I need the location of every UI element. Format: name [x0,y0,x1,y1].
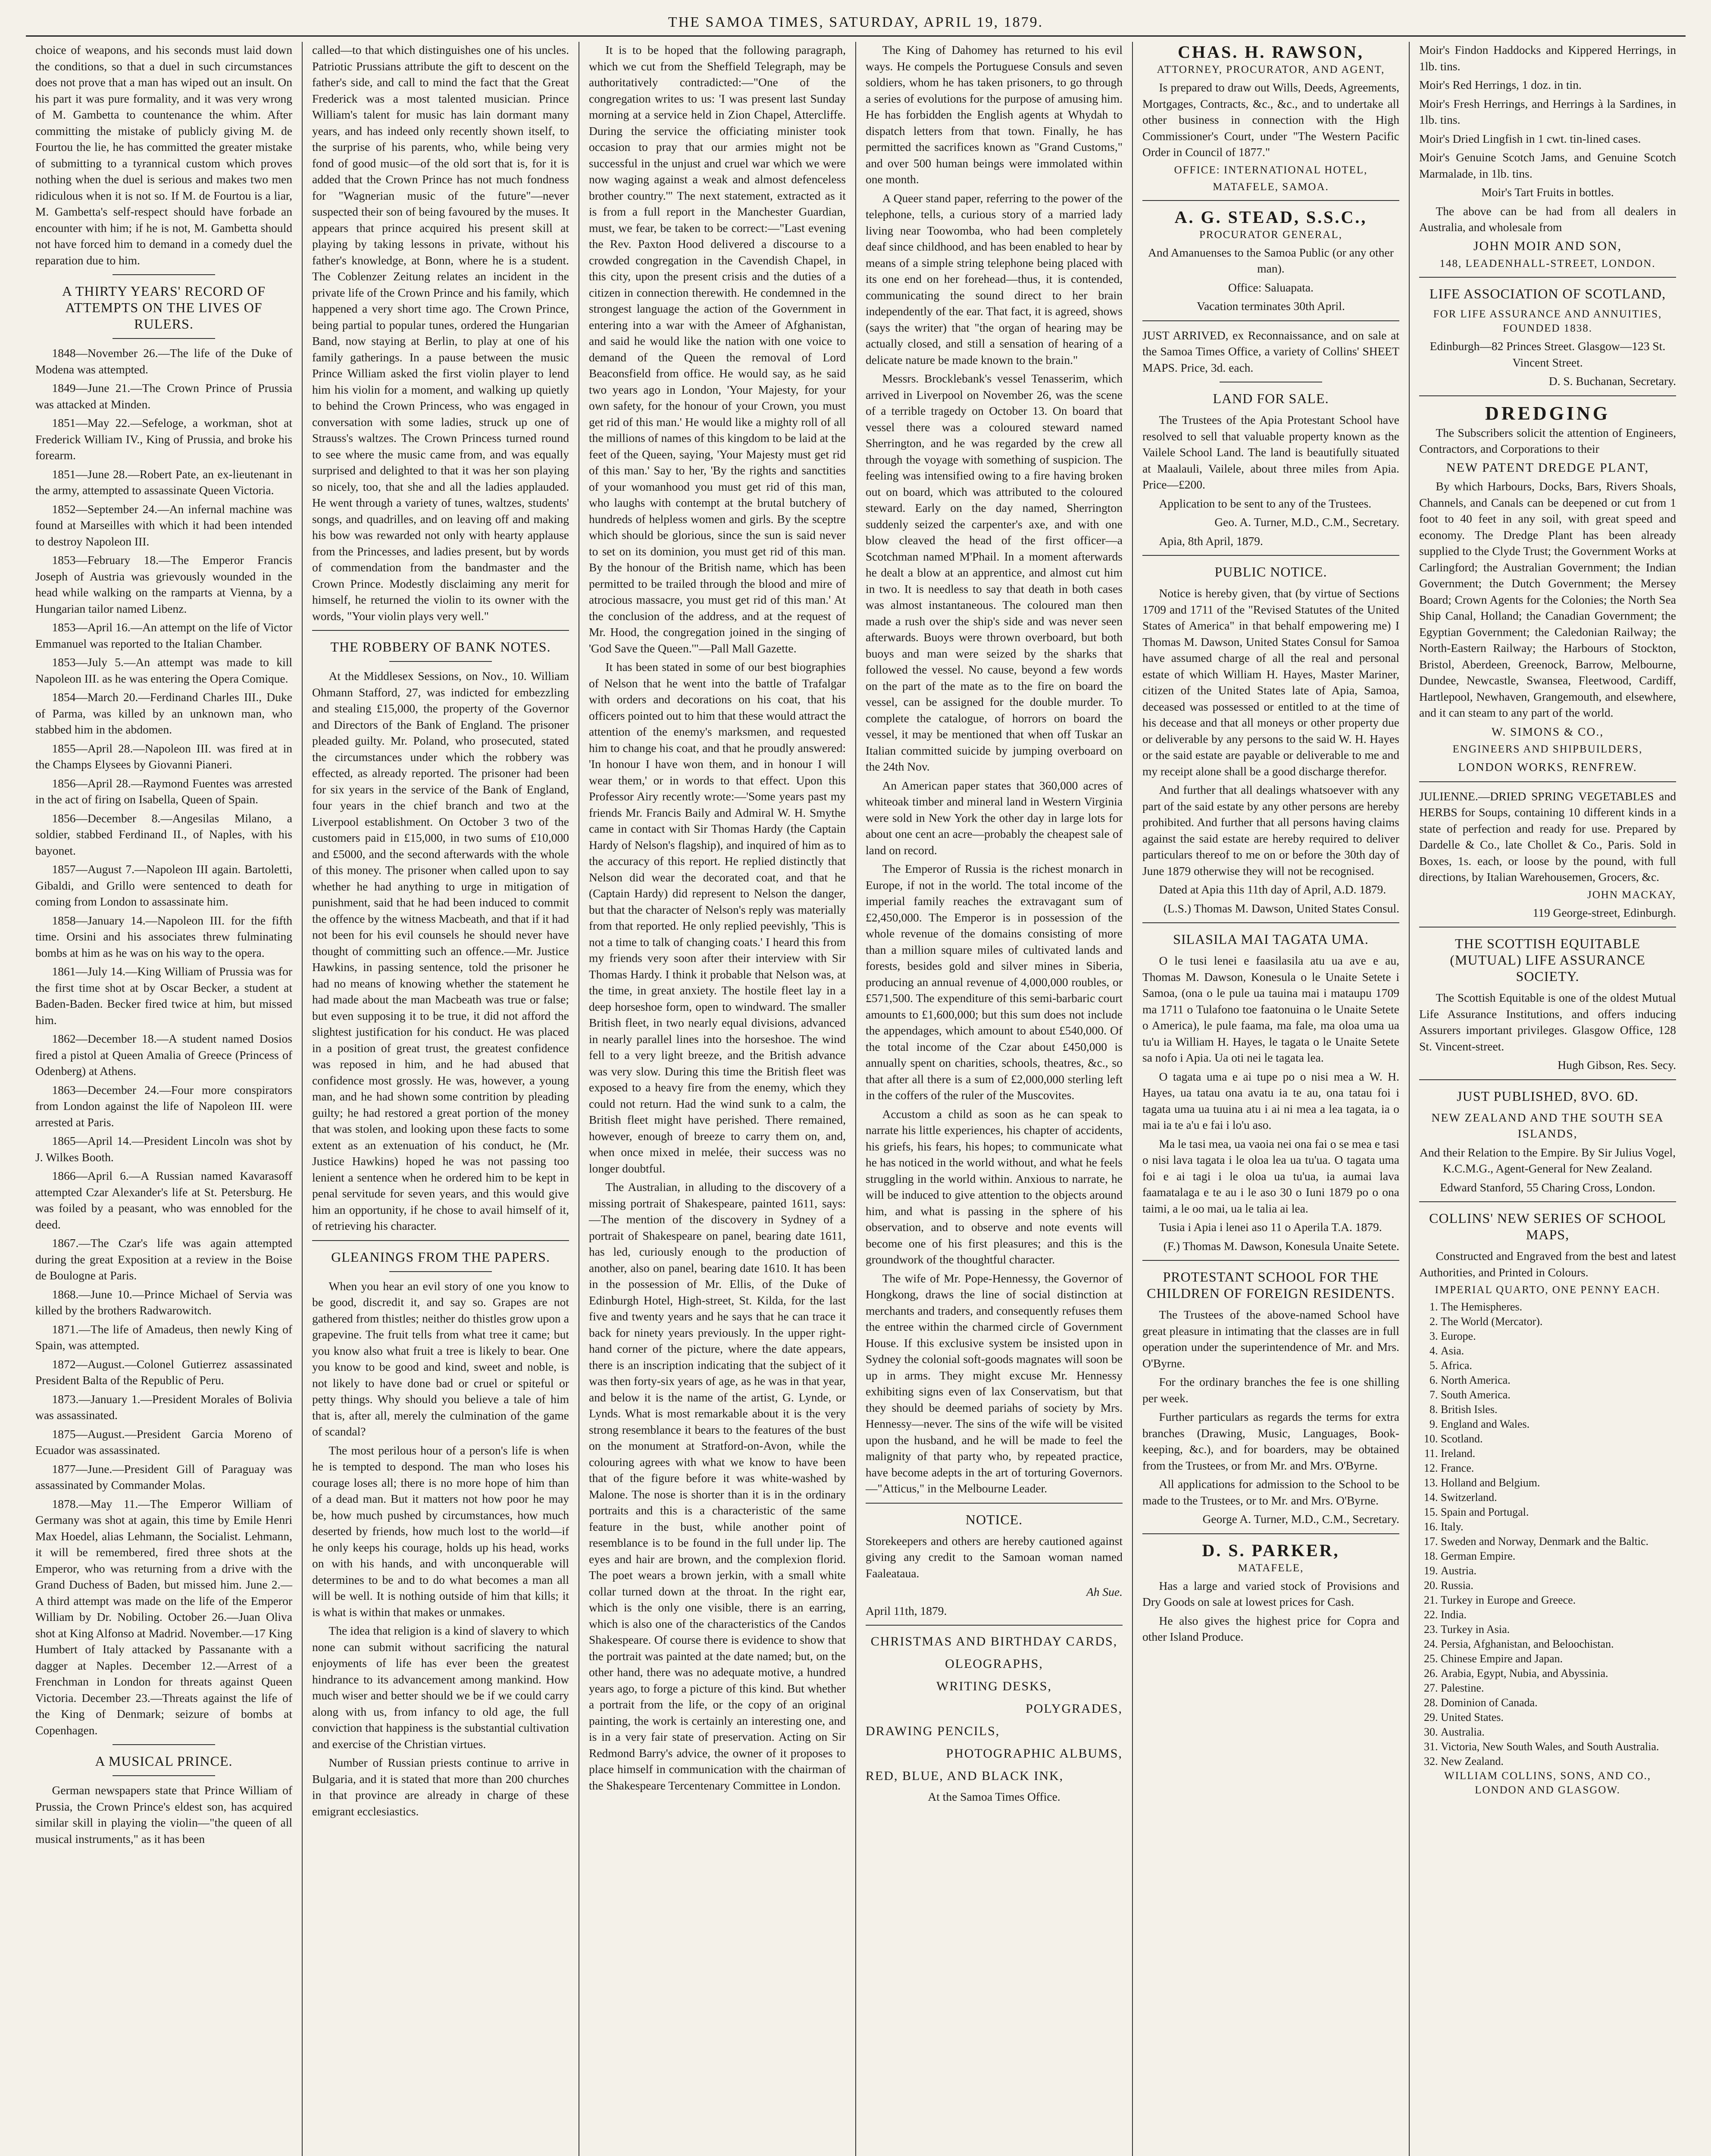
published-publisher: Edward Stanford, 55 Charing Cross, London. [1440,1180,1655,1194]
rulers-entry: 1853—April 16.—An attempt on the life of Victor Emmanuel was reported to the Italian Chamber. [35,620,292,650]
rawson-text: Is prepared to draw out Wills, Deeds, Agreements, Mortgages, Contracts, &c., &c., and to undertake all other business in connection with the High Commissioner's Court, under "The Western Pacific Order in Council of 1877." [1142,81,1399,159]
divider [1419,1079,1676,1080]
list-item: 32. New Zealand. [1441,1754,1676,1769]
rawson-place: MATAFELE, SAMOA. [1213,181,1329,193]
list-item: 29. United States. [1441,1710,1676,1725]
dredging-plant: NEW PATENT DREDGE PLANT, [1446,460,1649,475]
news-paragraph: A Queer stand paper, referring to the power of the telephone, tells, a curious story of a married lady living near Toowomba, who had been completely deaf since childhood, and has been enabled to hear by means of a simple string telephone being placed with its one end on her forehead—thus, it is contended, communicating the sound direct to her brain independently of the ear. That fact, it is agreed, shows (says the writer) that "the organ of hearing may be actually closed, and still a sensation of hearing of a delicate nature be made known to the brain." [866,191,1123,367]
divider [389,1271,492,1272]
list-item: 6. North America. [1441,1373,1676,1388]
list-item: 24. Persia, Afghanistan, and Beloochistan. [1441,1637,1676,1651]
column-1 [26,42,303,2156]
moir-firm: JOHN MOIR AND SON, [1473,238,1622,253]
divider [113,338,215,339]
dredging-text: By which Harbours, Docks, Bars, Rivers Shoals, Channels, and Canals can be deepened or cut from 1 foot to 40 feet in any soil, with great speed and economy. The Dredge Plant has been already supplied to the Clyde Trust; the Government Works at Carlingford; the Australian Government; the Indian Government; the Dutch Government; the Mersey Board; Crown Agents for the Colonies; the North Sea Ship Canal, Holland; the Canadian Government; the Egyptian Government; the Caledonian Railway; the North-Eastern Railway; the Harbours of Stockton, Bristol, Aberdeen, Greenock, Barrow, Melbourne, Dundee, Newcastle, Swansea, Fleetwood, Cardiff, Hartlepool, Newhaven, Grangemouth, and elsewhere, and it can steam to any part of the world. [1419,479,1676,719]
life-association-heading: LIFE ASSOCIATION OF SCOTLAND, [1429,286,1666,301]
list-item: 16. Italy. [1441,1520,1676,1534]
moir-line: Moir's Findon Haddocks and Kippered Herrings, in 1lb. tins. [1419,43,1676,73]
julienne-address: 119 George-street, Edinburgh. [1533,906,1676,919]
list-item: 25. Chinese Empire and Japan. [1441,1651,1676,1666]
rulers-entry: 1865—April 14.—President Lincoln was shot by J. Wilkes Booth. [35,1134,292,1164]
gleanings-paragraph: Number of Russian priests continue to arrive in Bulgaria, and it is stated that more than 200 churches in that province are already in charge of these emigrant ecclesiastics. [312,1756,569,1818]
divider [1419,1201,1676,1202]
columns [26,42,1686,2156]
list-item: 12. France. [1441,1461,1676,1476]
musical-prince-paragraph: German newspapers state that Prince William of Prussia, the Crown Prince's eldest son, has acquired similar skill in playing the violin—"the queen of all musical instruments," as it has been [35,1783,292,1846]
moir-address: 148, LEADENHALL-STREET, LONDON. [1439,258,1656,270]
dredging-address: LONDON WORKS, RENFREW. [1458,760,1637,774]
list-item: 14. Switzerland. [1441,1490,1676,1505]
dredging-heading: DREDGING [1485,402,1611,424]
list-item: 27. Palestine. [1441,1681,1676,1695]
rulers-entry: 1854—March 20.—Ferdinand Charles III., Duke of Parma, was killed by an unknown man, who stabbed him in the abdomen. [35,690,292,736]
robbery-heading: THE ROBBERY OF BANK NOTES. [330,639,551,655]
arrived-ad: JUST ARRIVED, ex Reconnaissance, and on sale at the Samoa Times Office, a variety of Collins' SHEET MAPS. Price, 3d. each. [1142,328,1399,374]
land-date: Apia, 8th April, 1879. [1159,534,1263,548]
stead-name: A. G. STEAD, S.S.C., [1174,207,1367,227]
collins-text: Constructed and Engraved from the best and latest Authorities, and Printed in Colours. [1419,1249,1676,1279]
moir-line: Moir's Tart Fruits in bottles. [1481,185,1614,199]
school-text: For the ordinary branches the fee is one shilling per week. [1142,1375,1399,1405]
rulers-entry: 1868.—June 10.—Prince Michael of Servia was killed by the brothers Radwarowitch. [35,1287,292,1317]
parker-name: D. S. PARKER, [1202,1540,1340,1560]
equitable-signature: Hugh Gibson, Res. Secy. [1558,1058,1676,1072]
rulers-entry: 1862—December 18.—A student named Dosios fired a pistol at Queen Amalia of Greece (Princess of Odenberg) at Athens. [35,1032,292,1078]
divider [1142,1260,1399,1261]
rulers-entry: 1877—June.—President Gill of Paraguay was assassinated by Commander Molas. [35,1462,292,1492]
divider [1419,277,1676,278]
dredging-firm: W. SIMONS & CO., [1491,724,1604,738]
column-4 [856,42,1133,2156]
news-paragraph: Messrs. Brocklebank's vessel Tenasserim, which arrived in Liverpool on November 26, was the scene of a terrible tragedy on October 13. On board that vessel there was a coloured steward named Sherrington, and he was regarded by the crew all through the voyage with something of suspicion. The feeling was intensified owing to a fire having broken out on board, which was attributed to the coloured steward. Early on the day named, Sherrington suddenly seized the carpenter's axe, and with one blow cleaved the head of the first officer—a Scotchman named M'Phail. In a moment afterwards he dealt a blow at an apprentice, and almost cut him in two. It is needless to say that death in both cases was almost instantaneous. The coloured man then made a rush over the ship's side and was never seen afterwards. Buoys were thrown overboard, but both buoys and man were seized by the sharks that followed the vessel. No cause, beyond a few words on the part of the mate as to the fire on board the vessel, can be assigned for the double murder. To complete the catalogue, of horrors on board the vessel, it may be mentioned that when off Tuskar an Italian committed suicide by jumping overboard on the 24th Nov. [866,372,1123,773]
rulers-entry: 1871.—The life of Amadeus, then newly King of Spain, was attempted. [35,1322,292,1352]
published-heading: JUST PUBLISHED, 8VO. 6D. [1457,1088,1639,1104]
rulers-entry: 1875—August.—President Garcia Moreno of Ecuador was assassinated. [35,1427,292,1457]
list-item: 31. Victoria, New South Wales, and South Australia. [1441,1739,1676,1754]
moir-line: Moir's Red Herrings, 1 doz. in tin. [1419,78,1582,91]
public-notice-text: Notice is hereby given, that (by virtue of Sections 1709 and 1711 of the "Revised Statutes of the United States of America" in that behalf empowering me) I Thomas M. Dawson, United States Consul for Samoa have assumed charge of all the real and personal estate of which William H. Hayes, Master Mariner, citizen of the United States late of Apia, Samoa, deceased was possessed or entitled to at the time of his decease and that all moneys or other property due or deliverable by any persons to the said W. H. Hayes or the said estate are payable or deliverable to me and my receipt alone shall be a good discharge therefor. [1142,586,1399,778]
list-item: 23. Turkey in Asia. [1441,1622,1676,1637]
rulers-heading: A THIRTY YEARS' RECORD OF ATTEMPTS ON THE LIVES OF RULERS. [62,283,266,332]
christmas-ad-line: OLEOGRAPHS, [945,1657,1043,1671]
divider [1142,200,1399,201]
christmas-ad-line: CHRISTMAS AND BIRTHDAY CARDS, [870,1634,1118,1648]
list-item: 19. Austria. [1441,1564,1676,1578]
dredging-text: The Subscribers solicit the attention of Engineers, Contractors, and Corporations to their [1419,426,1676,455]
christmas-ad-line: POLYGRADES, [1026,1702,1123,1716]
notice-date: April 11th, 1879. [866,1604,947,1617]
rulers-entry: 1851—May 22.—Sefeloge, a workman, shot at Frederick William IV., King of Prussia, and broke his forearm. [35,416,292,462]
silasila-text: O le tusi lenei e faasilasila atu ua ave e au, Thomas M. Dawson, Konesula o le Unaite Setete i Samoa, (ona o le pule ua tauina mai i mataupu 1709 ma 1711 o Tulafono toe faatonuina o le Unaite Setete o America), le pule faama, ma fale, ma oloa uma ua tu'u ia William H. Hayes, le tagata o le Unaite Setete sa nofo i Apia. Ua oti nei le tagata lea. [1142,954,1399,1064]
silasila-heading: SILASILA MAI TAGATA UMA. [1173,931,1369,947]
news-paragraph: The Emperor of Russia is the richest monarch in Europe, if not in the world. The total income of the imperial family reaches the extravagant sum of £2,450,000. The Emperor is in possession of the whole revenue of the domains consisting of more than a million square miles of cultivated lands and forests, besides gold and silver mines in Siberia, producing an annual revenue of 4,000,000 roubles, or £571,500. The expenditure of this semi-barbaric court amounts to £1,600,000; but this sum does not include the appendages, which amount to about £540,000. Of the total income of the Czar about £450,000 is annually spent on charities, schools, theatres, &c., so that after all there is a sum of £2,000,000 sterling left in the coffers of the ruler of the Muscovites. [866,862,1123,1102]
divider [1142,1533,1399,1534]
list-item: 20. Russia. [1441,1578,1676,1593]
rulers-entry: 1848—November 26.—The life of the Duke of Modena was attempted. [35,346,292,376]
divider [866,1625,1123,1626]
divider [312,1240,569,1241]
list-item: 28. Dominion of Canada. [1441,1695,1676,1710]
rulers-entry: 1853—July 5.—An attempt was made to kill Napoleon III. as he was entering the Opera Comique. [35,655,292,685]
duel-paragraph: choice of weapons, and his seconds must laid down the conditions, so that a duel in such circumstances does not prove that a man has wiped out an insult. On his part it was pure formality, and it was very wrong of M. Gambetta to countenance the whim. After committing the mistake of publicly giving M. de Fourtou the lie, he has committed the greater mistake of submitting to a tyrannical custom which proves nothing when the duel is serious and makes two men ridiculous when it is not so. If M. de Fourtou is a liar, M. Gambetta's self-respect should have forbade an encounter with him; if he is not, M. Gambetta should not have forced him to demand in a comedy duel the reparation due to him. [35,43,292,267]
notice-heading: NOTICE. [965,1511,1023,1527]
published-text: And their Relation to the Empire. By Sir Julius Vogel, K.C.M.G., Agent-General for New Zealand. [1419,1145,1676,1175]
rawson-office: OFFICE: INTERNATIONAL HOTEL, [1174,164,1368,176]
land-text: The Trustees of the Apia Protestant School have resolved to sell that valuable property known as the Vailele School Land. The land is beautifully situated at Maalauli, Vailele, about three miles from Apia. Price—£200. [1142,413,1399,491]
collins-heading: COLLINS' NEW SERIES OF SCHOOL MAPS, [1429,1210,1666,1242]
divider [866,1503,1123,1504]
gleanings-paragraph: The most perilous hour of a person's life is when he is tempted to despond. The man who loses his courage loses all; there is no more hope of him than of a dead man. But it matters not how poor he may be, how much pushed by circumstances, how much deserted by friends, how much lost to the world—if he only keeps his courage, holds up his head, works on with his hands, and with unconquerable will determines to be and to do what becomes a man all will be well. It is nothing outside of him that kills; it is what is within that makes or unmakes. [312,1443,569,1619]
parker-text: Has a large and varied stock of Provisions and Dry Goods on sale at lowest prices for Cash. [1142,1579,1399,1608]
rawson-name: CHAS. H. RAWSON, [1178,42,1364,62]
gleanings-paragraph: The idea that religion is a kind of slavery to which none can submit without sacrificing the natural enjoyments of life has ever been the greatest hindrance to its advancement among mankind. How much wiser and better should we be if we could carry along with us, from infancy to old age, the full conviction that happiness is the substantial cultivation and exercise of the Christian virtues. [312,1624,569,1751]
list-item: 9. England and Wales. [1441,1417,1676,1432]
divider [1419,927,1676,928]
silasila-date: Tusia i Apia i lenei aso 11 o Aperila T.A. 1879. [1159,1220,1382,1234]
public-notice-signature: (L.S.) Thomas M. Dawson, United States Consul. [1163,901,1399,915]
equitable-heading: THE SCOTTISH EQUITABLE (MUTUAL) LIFE ASSURANCE SOCIETY. [1450,936,1645,984]
gleanings-paragraph: When you hear an evil story of one you know to be good, discredit it, and say so. Grapes are not gathered from thistles; neither do thistles grow upon a grapevine. The fruit tells from what tree it came; but you know also what fruit a tree is likely to bear. One you know to be good and kind, sweet and noble, is not likely to have done bad or cruel or spiteful or petty things. Why should you believe a tale of him that is, after all, merely the culmination of the game of scandal? [312,1279,569,1438]
list-item: 13. Holland and Belgium. [1441,1476,1676,1490]
rulers-entry: 1867.—The Czar's life was again attempted during the great Exposition at a review in the Boise de Boulogne at Paris. [35,1236,292,1282]
news-paragraph: The wife of Mr. Pope-Hennessy, the Governor of Hongkong, draws the line of social distinction at merchants and traders, and consequently refuses them the entree within the charmed circle of Government House. If this exclusive system be insisted upon in Sydney the colonial soft-goods magnates will soon be up in arms. They might excuse Mr. Hennessy exhibiting signs even of lax Conservatism, but that they should be deemed pariahs of society by Mrs. Hennessy—never. The sins of the wife will be visited upon the husband, and he will be made to feel the malignity of that party who, by repeated practice, have become adepts in the art of torturing Governors.—"Atticus," in the Melbourne Leader. [866,1271,1123,1495]
public-notice-text: And further that all dealings whatsoever with any part of the said estate by any other persons are hereby prohibited. And further that all persons having claims against the said estate are hereby required to deliver particulars thereof to me on or before the 30th day of June 1879 otherwise they will not be recognised. [1142,783,1399,877]
rulers-entry: 1872—August.—Colonel Gutierrez assassinated President Balta of the Republic of Peru. [35,1357,292,1387]
notice-text: Storekeepers and others are hereby cautioned against giving any credit to the Samoan woman named Faaleataua. [866,1534,1123,1580]
rulers-entry: 1873.—January 1.—President Morales of Bolivia was assassinated. [35,1392,292,1422]
column-6 [1410,42,1686,2156]
christmas-ad-line: DRAWING PENCILS, [866,1724,1000,1738]
divider [113,274,215,275]
school-signature: George A. Turner, M.D., C.M., Secretary. [1202,1512,1399,1526]
collins-map-list [1441,1300,1676,1769]
rulers-entry: 1866—April 6.—A Russian named Kavarasoff attempted Czar Alexander's life at St. Petersburg. He was foiled by a peasant, who was ennobled for the deed. [35,1169,292,1231]
land-heading: LAND FOR SALE. [1213,391,1329,406]
rulers-entry: 1852—September 24.—An infernal machine was found at Marseilles with which it had been intended to destroy Napoleon III. [35,502,292,548]
school-text: Further particulars as regards the terms for extra branches (Drawing, Music, Languages, Book-keeping, &c.), and for boarders, may be obtained from the Trustees, or from Mr. and Mrs. O'Byrne. [1142,1410,1399,1472]
masthead: THE SAMOA TIMES, SATURDAY, APRIL 19, 1879. [26,9,1686,37]
stead-line: Vacation terminates 30th April. [1197,299,1345,313]
rulers-entry: 1858—January 14.—Napoleon III. for the fifth time. Orsini and his associates threw fulminating bombs at him as he was on his way to the opera. [35,913,292,959]
equitable-text: The Scottish Equitable is one of the oldest Mutual Life Assurance Institutions, and offers inducing Assurers important privileges. Glasgow Office, 128 St. Vincent-street. [1419,991,1676,1053]
list-item: 1. The Hemispheres. [1441,1300,1676,1314]
parker-place: MATAFELE, [1238,1562,1304,1574]
collins-signature: WILLIAM COLLINS, SONS, AND CO., LONDON AND GLASGOW. [1444,1770,1652,1796]
rulers-entry: 1856—April 28.—Raymond Fuentes was arrested in the act of firing on Isabella, Queen of Spain. [35,776,292,806]
list-item: 4. Asia. [1441,1344,1676,1358]
gleanings-heading: GLEANINGS FROM THE PAPERS. [331,1249,550,1265]
robbery-paragraph: At the Middlesex Sessions, on Nov., 10. William Ohmann Stafford, 27, was indicted for embezzling and stealing £15,000, the property of the Governor and Directors of the Bank of England. The prisoner pleaded guilty. Mr. Poland, who prosecuted, stated the circumstances under which the robbery was effected, as already reported. The prisoner had been for six years in the service of the Bank of England, four years in the chief branch and two at the Liverpool establishment. On October 3 two of the customers paid in £15,000, in two sums of £10,000 and £5000, and the second afterwards with the whole of this money. The prisoner when called upon to say whether he had anything to urge in mitigation of punishment, said that he had been induced to commit the offence by the witness Macbeath, and that if it had not been for his evil counsels he should never have thought of committing such an offence.—Mr. Justice Hawkins, in passing sentence, told the prisoner he had no means of knowing whether the statement he had made about the man Macbeath was true or false; but even supposing it to be true, it did not afford the slightest justification for his conduct. He was placed in a position of great trust, the greatest confidence was reposed in him, and he had abused that confidence most grossly. He was, however, a young man, and he had shown some contrition by pleading guilty; he had restored a great portion of the money that was stolen, and looking upon these facts to some extent as an extenuation of his conduct, he (Mr. Justice Hawkins) hoped he was not passing too lenient a sentence when he ordered him to be kept in penal servitude for seven years, and this would give him an opportunity, if he chose to avail himself of it, of retrieving his character. [312,669,569,1232]
rulers-entry: 1853—February 18.—The Emperor Francis Joseph of Austria was grievously wounded in the head while walking on the ramparts at Vienna, by a Hungarian tailor named Libenz. [35,553,292,615]
list-item: 22. India. [1441,1608,1676,1622]
life-association-sub: FOR LIFE ASSURANCE AND ANNUITIES, FOUNDED 1838. [1433,308,1662,334]
divider [1419,781,1676,782]
rulers-entry: 1851—June 28.—Robert Pate, an ex-lieutenant in the army, attempted to assassinate Queen Victoria. [35,467,292,497]
news-paragraph: An American paper states that 360,000 acres of whiteoak timber and mineral land in Western Virginia were sold in New York the other day in large lots for about one cent an acre—probably the cheapest sale of land on record. [866,778,1123,857]
published-title: NEW ZEALAND AND THE SOUTH SEA ISLANDS, [1431,1110,1664,1140]
public-notice-heading: PUBLIC NOTICE. [1214,564,1327,580]
land-signature: Geo. A. Turner, M.D., C.M., Secretary. [1214,515,1399,529]
rulers-entry: 1855—April 28.—Napoleon III. was fired at in the Champs Elysees by Giovanni Pianeri. [35,741,292,771]
list-item: 7. South America. [1441,1388,1676,1402]
rulers-entry: 1861—July 14.—King William of Prussia was for the first time shot at by Oscar Becker, a student at Baden-Baden. Becker fired twice at him, but missed him. [35,965,292,1027]
list-item: 5. Africa. [1441,1358,1676,1373]
list-item: 15. Spain and Portugal. [1441,1505,1676,1520]
column-5 [1133,42,1410,2156]
silasila-text: Ma le tasi mea, ua vaoia nei ona fai o se mea e tasi o nisi lava tagata i le oloa lea ua tu'ua. O tagata uma foi e ai tagi i le oloa ua tu'ua, ia aumai lava faamatalaga e te au i le aso 30 o Iuni 1879 po o ona taimi, a le oo mai, ua le talia ai lea. [1142,1137,1399,1215]
list-item: 11. Ireland. [1441,1446,1676,1461]
life-association-signature: D. S. Buchanan, Secretary. [1548,374,1676,388]
parker-text: He also gives the highest price for Copra and other Island Produce. [1142,1614,1399,1643]
moir-line: Moir's Genuine Scotch Jams, and Genuine Scotch Marmalade, in 1lb. tins. [1419,150,1676,180]
list-item: 8. British Isles. [1441,1402,1676,1417]
divider [113,1775,215,1776]
divider [1142,320,1399,321]
list-item: 21. Turkey in Europe and Greece. [1441,1593,1676,1608]
rulers-entry: 1863—December 24.—Four more conspirators from London against the life of Napoleon III. were arrested at Paris. [35,1083,292,1129]
stead-line: PROCURATOR GENERAL, [1199,229,1343,241]
silasila-signature: (F.) Thomas M. Dawson, Konesula Unaite Setete. [1163,1239,1399,1253]
moir-line: Moir's Dried Lingfish in 1 cwt. tin-lined cases. [1419,132,1641,145]
school-text: The Trustees of the above-named School have great pleasure in intimating that the classes are in full operation under the superintendence of Mr. and Mrs. O'Byrne. [1142,1308,1399,1370]
list-item: 10. Scotland. [1441,1432,1676,1446]
rulers-entry: 1857—August 7.—Napoleon III again. Bartoletti, Gibaldi, and Grillo were sentenced to death for coming from London to assassinate him. [35,862,292,908]
stead-line: And Amanuenses to the Samoa Public (or any other man). [1148,245,1394,275]
christmas-ad-line: WRITING DESKS, [936,1679,1052,1693]
newspaper-page [26,9,1686,2156]
moir-note: The above can be had from all dealers in Australia, and wholesale from [1419,204,1676,234]
christmas-ad-line: RED, BLUE, AND BLACK INK, [866,1769,1064,1783]
musical-prince-heading: A MUSICAL PRINCE. [95,1753,233,1769]
divider [113,1744,215,1745]
public-notice-date: Dated at Apia this 11th day of April, A.D. 1879. [1159,883,1386,896]
column-3 [579,42,856,2156]
christmas-ad-line: At the Samoa Times Office. [928,1790,1060,1803]
life-association-address: Edinburgh—82 Princes Street. Glasgow—123 St. Vincent Street. [1429,339,1666,369]
julienne-text: JULIENNE.—DRIED SPRING VEGETABLES and HERBS for Soups, containing 10 different kinds in a state of perfection and ready for use. Prepared by Dardelle & Co., late Chollet & Co., Paris. Sold in Boxes, 1s. each, or loose by the pound, with full directions, by Italian Warehousemen, Grocers, &c. [1419,789,1676,884]
school-heading: PROTESTANT SCHOOL FOR THE CHILDREN OF FOREIGN RESIDENTS. [1147,1269,1395,1301]
land-apply: Application to be sent to any of the Trustees. [1159,496,1372,510]
divider [312,630,569,631]
collins-sub: IMPERIAL QUARTO, ONE PENNY EACH. [1435,1284,1661,1296]
column-2 [303,42,579,2156]
rulers-entry: 1849—June 21.—The Crown Prince of Prussia was attacked at Minden. [35,381,292,411]
divider [1142,922,1399,923]
school-text: All applications for admission to the School to be made to the Trustees, or to Mr. and Mrs. O'Byrne. [1142,1477,1399,1507]
news-paragraph: The King of Dahomey has returned to his evil ways. He compels the Portuguese Consuls and seven soldiers, whom he has taken prisoners, to go through a series of evolutions for the purpose of amusing him. He has forbidden the English agents at Whydah to dispatch letters from that town. Finally, he has permitted the sacrifices known as "Grand Customs," and over 500 human beings were immolated within one month. [866,43,1123,186]
musical-prince-continued: called—to that which distinguishes one of his uncles. Patriotic Prussians attribute the gift to descent on the father's side, and call to mind the fact that the Great Frederick was a most talented musician. Prince William's talent for music has lain dormant many years, and has indeed only recently shown itself, to the surprise of his parents, who, while being very fond of good music—of the old sort that is, for it is added that the Crown Prince has not much fondness for "Wagnerian music of the future"—never suspected their son of being favoured by the muses. It appears that prince acquired his present skill at playing by taking lessons in private, without his father's knowledge, at Bonn, where he is a student. The Coblenzer Zeitung relates an incident in the private life of the Crown Prince and his family, which happened a very short time ago. The Crown Prince, being partial to popular tunes, ordered the Hungarian Band, now staying at Berlin, to play at one of his family gatherings. In a pause between the music Prince William asked the first violin player to lend him his violin for a moment, and walking up quietly to behind the Crown Princess, who was engaged in conversation with some ladies, struck up one of Strauss's waltzes. The Crown Princess turned round to see where the music came from, and was equally surprised and delighted to that it was her son playing so nicely, too, that she and all the ladies applauded. He went through a variety of tunes, waltzes, students' songs, and quadrilles, and on leaving off and making his bow was rewarded not only with hearty applause from the Princesses, and ladies present, but by words of commendation from the bandmaster and the Crown Prince. Modestly disclaiming any merit for himself, he returned the violin to its owner with the words, "Your violin plays very well." [312,43,569,623]
moir-line: Moir's Fresh Herrings, and Herrings à la Sardines, in 1lb. tins. [1419,97,1676,126]
rawson-title: ATTORNEY, PROCURATOR, AND AGENT, [1157,64,1385,75]
news-paragraph: The Australian, in alluding to the discovery of a missing portrait of Shakespeare, painted 1611, says:—The mention of the discovery in Sydney of a portrait of Shakespeare on panel, bearing date 1611, has led, curiously enough to the production of another, also on panel, bearing date 1610. It has been in the possession of Mr. Ellis, of the Duke of Edinburgh Hotel, High-street, St. Kilda, for the last five and twenty years and he says that he can trace it back for ninety years previously. In the upper right-hand corner of the picture, where the date appears, there is an inscription indicating that the subject of it was then forty-six years of age, as he was in that year, and below it is the name of the artist, G. Lynde, or Lynds. What is most remarkable about it is the very strong resemblance it bears to the features of the bust on the monument at Stratford-on-Avon, while the colouring agrees with what we know to have been that of the figure before it was white-washed by Malone. The nose is shorter than it is in the ordinary portraits and this is a characteristic of the same feature in the bust, while another point of resemblance is to be found in the full under lip. The eyes and hair are brown, and the complexion florid. The poet wears a brown jerkin, with a small white collar turned down at the throat. In the right ear, which is the only one visible, there is an earring, which is also one of the characteristics of the Candos Shakespeare. Of course there is evidence to show that the portrait was painted at the date named; but, on the other hand, there was no adequate motive, a hundred years ago, to forge a picture of this kind. But whether a portrait from the life, or the copy of an original painting, the work is certainly an interesting one, and is in a very fair state of preservation. Acting on Sir Redmond Barry's advice, the owner of it proposes to place himself in communication with the chairman of the Shakespeare Tercentenary Committee in London. [589,1180,846,1792]
julienne-signature: JOHN MACKAY, [1587,889,1676,901]
notice-signature: Ah Sue. [1086,1585,1123,1598]
list-item: 2. The World (Mercator). [1441,1314,1676,1329]
rulers-entry: 1878.—May 11.—The Emperor William of Germany was shot at again, this time by Emile Henri Max Hoedel, alias Lehmann, the Socialist. Lehmann, it will be remembered, fired three shots at the Emperor, who was returning from a drive with the Grand Duchess of Baden, but missed him. June 2.—A third attempt was made on the life of the Emperor William by Dr. Nobiling. October 26.—Juan Oliva shot at King Alfonso at Madrid. November.—17 King Humbert of Italy attacked by Passanante with a dagger at Naples. December 12.—Arrest of a Frenchman in London for threats against Queen Victoria. December 23.—Threats against the life of the King of Denmark; seizure of bombs at Copenhagen. [35,1497,292,1737]
list-item: 17. Sweden and Norway, Denmark and the Baltic. [1441,1534,1676,1549]
dredging-firm-sub: ENGINEERS AND SHIPBUILDERS, [1452,743,1643,755]
rulers-entry: 1856—December 8.—Angesilas Milano, a soldier, stabbed Ferdinand II., of Naples, with his bayonet. [35,811,292,857]
divider [389,661,492,662]
divider [1142,555,1399,556]
list-item: 26. Arabia, Egypt, Nubia, and Abyssinia. [1441,1666,1676,1681]
list-item: 3. Europe. [1441,1329,1676,1344]
christmas-ad-line: PHOTOGRAPHIC ALBUMS, [946,1746,1123,1761]
news-paragraph: It has been stated in some of our best biographies of Nelson that he went into the battle of Trafalgar with orders and decorations on his coat, that his officers pointed out to him that these would attract the attention of the enemy's marksmen, and requested him to change his coat, and that he proudly answered: 'In honour I have won them, and in honour I will wear them,' or in words to that effect. Upon this Professor Airy recently wrote:—'Some years past my friends Mr. Francis Baily and Admiral W. H. Smythe came in contact with Sir Thomas Hardy (the Captain Hardy of Nelson's flagship), and inquired of him as to the accuracy of this report. He replied distinctly that Nelson did wear the decorated coat, and that he (Captain Hardy) did represent to Nelson the danger, but that the character of Nelson's reply was materially from that reported. He only replied peevishly, 'This is not a time to talk of changing coats.' I heard this from my friends very soon after their interview with Sir Thomas Hardy. I think it probable that Nelson was, at the time, in great anxiety. The hostile fleet lay in a deep horseshoe form, open to windward. The smaller British fleet, in two nearly equal divisions, advanced in nearly parallel lines into the horseshoe. The wind fell to a very light breeze, and the British advance was very slow. During this time the British fleet was exposed to a heavy fire from the enemy, which they could not return. Had the wind sunk to a calm, the British fleet might have perished. There remained, however, enough of breeze to carry them on, and, when once mixed in melée, their success was no longer doubtful. [589,660,846,1175]
news-paragraph: It is to be hoped that the following paragraph, which we cut from the Sheffield Telegraph, may be authoritatively contradicted:—"One of the congregation writes to us: 'I was present last Sunday morning at a service held in Zion Chapel, Attercliffe. During the service the officiating minister took occasion to pray that our armies might not be successful in the unjust and cruel war which we were now waging against a weak and almost defenceless brother country.'" The next statement, extracted as it is from a full report in the Manchester Guardian, must, we fear, be taken to be correct:—"Last evening the Rev. Paxton Hood delivered a discourse to a crowded congregation in the Cavendish Chapel, in this city, upon the present crisis and the duties of a citizen in connection therewith. He condemned in the strongest language the action of the Government in entering into a war with the Ameer of Afghanistan, and said he would like the nation with one voice to demand of the Queen the removal of Lord Beaconsfield from office. He would say, as he said two years ago in London, 'Your Majesty, for your own safety, for the honour of your Crown, you must get rid of this man.' He would like a mighty roll of all the millions of names of this kingdom to be laid at the feet of the Queen, saying, 'Your Majesty must get rid of this man.' Say to her, 'By the rights and sanctities of your womanhood you must get rid of this man, who laughs with contempt at the brutal butchery of hundreds of helpless women and girls. By the sceptre which should be glorious, since the sun is said never to set on its dominion, you must get rid of this man. By the honour of the British name, which has been permitted to be trailed through the blood and mire of atrocious massacre, you must get rid of this man.' At the conclusion of the address, and at the request of Mr. Hood, the congregation joined in the singing of 'God Save the Queen.'"—Pall Mall Gazette. [589,43,846,655]
news-paragraph: Accustom a child as soon as he can speak to narrate his little experiences, his chapter of accidents, his griefs, his fears, his hopes; to communicate what he has noticed in the world without, and what he feels struggling in the world within. Anxious to narrate, he will be induced to give attention to the objects around him, and what is passing in the sphere of his observation, and to observe and note events will become one of his first pleasures; and this is the groundwork of the thoughtful character. [866,1107,1123,1266]
list-item: 30. Australia. [1441,1725,1676,1739]
list-item: 18. German Empire. [1441,1549,1676,1564]
stead-line: Office: Saluapata. [1228,280,1314,294]
divider [1419,395,1676,396]
silasila-text: O tagata uma e ai tupe po o nisi mea a W. H. Hayes, ua tatau ona avatu ia te au, ona tatau foi i tagata uma ua tuuina atu i ai ni mea a lea tagata, ia o mai ia te a'u e fai i lo'u aso. [1142,1069,1399,1131]
